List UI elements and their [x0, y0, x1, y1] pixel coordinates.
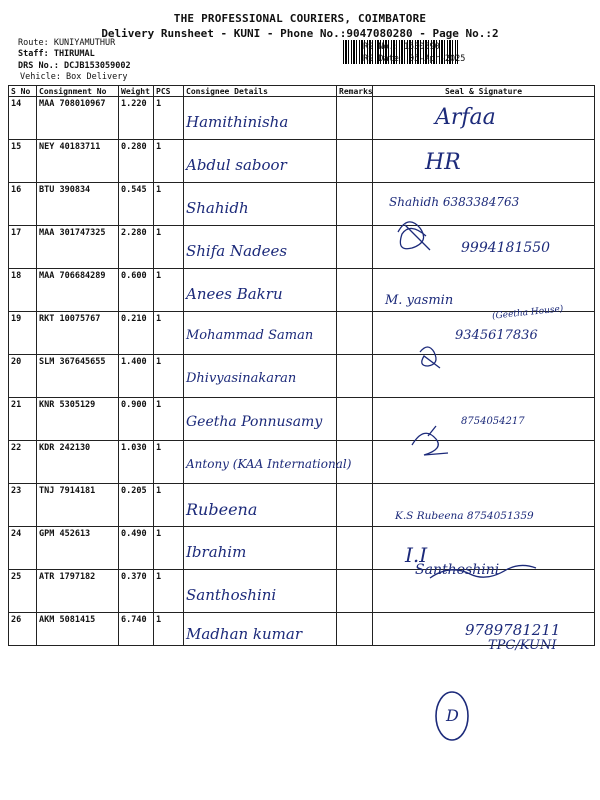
row-consignment-no: GPM 452613: [37, 527, 119, 570]
row-sno: 24: [9, 527, 37, 570]
row-consignment-no: BTU 390834: [37, 183, 119, 226]
row-pcs: 1: [154, 97, 184, 140]
row-weight: 0.900: [119, 398, 154, 441]
row-sno: 14: [9, 97, 37, 140]
row-pcs: 1: [154, 226, 184, 269]
vehicle-label: Vehicle: Box Delivery: [20, 72, 128, 82]
row-weight: 1.220: [119, 97, 154, 140]
row-consignment-no: MAA 301747325: [37, 226, 119, 269]
row-pcs: 1: [154, 613, 184, 646]
row-weight: 0.210: [119, 312, 154, 355]
consignee-handwriting: Abdul saboor: [186, 156, 287, 174]
route-label: Route: KUNIYAMUTHUR: [18, 38, 116, 48]
rs-date: RS Date: 05-Apr-2025: [363, 54, 466, 64]
row-sno: 17: [9, 226, 37, 269]
col-weight: Weight: [119, 86, 154, 97]
row-weight: 1.400: [119, 355, 154, 398]
row-weight: 0.545: [119, 183, 154, 226]
row-weight: 0.280: [119, 140, 154, 183]
row-weight: 0.600: [119, 269, 154, 312]
consignee-handwriting: Dhivyasinakaran: [186, 371, 297, 386]
col-consignment: Consignment No: [37, 86, 119, 97]
scribble-row25: [430, 565, 536, 578]
tpc-kuni-stamp: TPC/KUNI: [488, 638, 557, 653]
row-pcs: 1: [154, 570, 184, 613]
signature-handwriting: M. yasmin: [385, 293, 454, 308]
row-pcs: 1: [154, 484, 184, 527]
signature-handwriting: 8754054217: [461, 416, 525, 427]
row-weight: 0.205: [119, 484, 154, 527]
row-sno: 23: [9, 484, 37, 527]
row-pcs: 1: [154, 269, 184, 312]
staff-label: Staff: THIRUMAL: [18, 49, 95, 59]
row-sno: 15: [9, 140, 37, 183]
row-consignment-no: ATR 1797182: [37, 570, 119, 613]
rs-number: RS No.: 1530590: [363, 42, 440, 52]
row-sno: 26: [9, 613, 37, 646]
scribble-row20: [420, 347, 440, 368]
consignee-handwriting: Hamithinisha: [186, 113, 289, 131]
row-consignment-no: MAA 708010967: [37, 97, 119, 140]
row-weight: 6.740: [119, 613, 154, 646]
signature-handwriting: I.I: [405, 543, 428, 567]
row-consignment-no: KNR 5305129: [37, 398, 119, 441]
col-remarks: Remarks: [337, 86, 373, 97]
signature-handwriting: Shahidh 6383384763: [389, 195, 520, 209]
signature-handwriting: Santhoshini: [415, 562, 500, 578]
row-consignment-no: TNJ 7914181: [37, 484, 119, 527]
consignee-handwriting: Madhan kumar: [186, 625, 303, 643]
col-consignee: Consignee Details: [184, 86, 337, 97]
signature-handwriting: K.S Rubeena 8754051359: [395, 510, 534, 522]
signature-handwriting: Arfaa: [435, 105, 496, 130]
row-weight: 2.280: [119, 226, 154, 269]
row-sno: 21: [9, 398, 37, 441]
row-sno: 22: [9, 441, 37, 484]
row-sno: 25: [9, 570, 37, 613]
signature-handwriting: 9789781211: [465, 621, 561, 639]
scribble-row22: [412, 426, 448, 455]
row-consignment-no: SLM 367645655: [37, 355, 119, 398]
row-weight: 0.490: [119, 527, 154, 570]
row-pcs: 1: [154, 312, 184, 355]
consignee-handwriting: Shahidh: [186, 199, 249, 217]
consignee-handwriting: Anees Bakru: [186, 285, 283, 303]
row-sno: 19: [9, 312, 37, 355]
row-consignment-no: MAA 706684289: [37, 269, 119, 312]
consignee-handwriting: Santhoshini: [186, 586, 277, 604]
consignee-handwriting: Shifa Nadees: [186, 242, 288, 260]
geetha-house-note: (Geetha House): [491, 304, 564, 322]
row-pcs: 1: [154, 355, 184, 398]
signature-handwriting: HR: [425, 150, 461, 175]
row-weight: 0.370: [119, 570, 154, 613]
scribble-row17: [398, 222, 430, 250]
row-pcs: 1: [154, 398, 184, 441]
row-pcs: 1: [154, 441, 184, 484]
row-pcs: 1: [154, 183, 184, 226]
consignee-handwriting: Mohammad Saman: [186, 328, 314, 343]
consignee-handwriting: Rubeena: [186, 500, 258, 519]
consignee-handwriting: Antony (KAA International): [186, 457, 352, 471]
row-consignment-no: AKM 5081415: [37, 613, 119, 646]
row-consignment-no: RKT 10075767: [37, 312, 119, 355]
consignee-handwriting: Geetha Ponnusamy: [186, 414, 323, 430]
row-consignment-no: NEY 40183711: [37, 140, 119, 183]
row-pcs: 1: [154, 527, 184, 570]
runsheet-title: Delivery Runsheet - KUNI - Phone No.:9047080280 - Page No.:2: [101, 27, 499, 40]
row-sno: 20: [9, 355, 37, 398]
row-sno: 16: [9, 183, 37, 226]
circle-mark-label: D: [446, 706, 459, 725]
col-sno: S No: [9, 86, 37, 97]
signature-handwriting: 9345617836: [455, 328, 538, 343]
signature-handwriting: 9994181550: [461, 240, 551, 256]
row-weight: 1.030: [119, 441, 154, 484]
row-consignment-no: KDR 242130: [37, 441, 119, 484]
col-pcs: PCS: [154, 86, 184, 97]
col-signature: Seal & Signature: [373, 86, 595, 97]
row-sno: 18: [9, 269, 37, 312]
consignee-handwriting: Ibrahim: [186, 543, 247, 561]
row-pcs: 1: [154, 140, 184, 183]
company-title: THE PROFESSIONAL COURIERS, COIMBATORE: [173, 12, 427, 25]
drs-label: DRS No.: DCJB153059002: [18, 61, 131, 71]
